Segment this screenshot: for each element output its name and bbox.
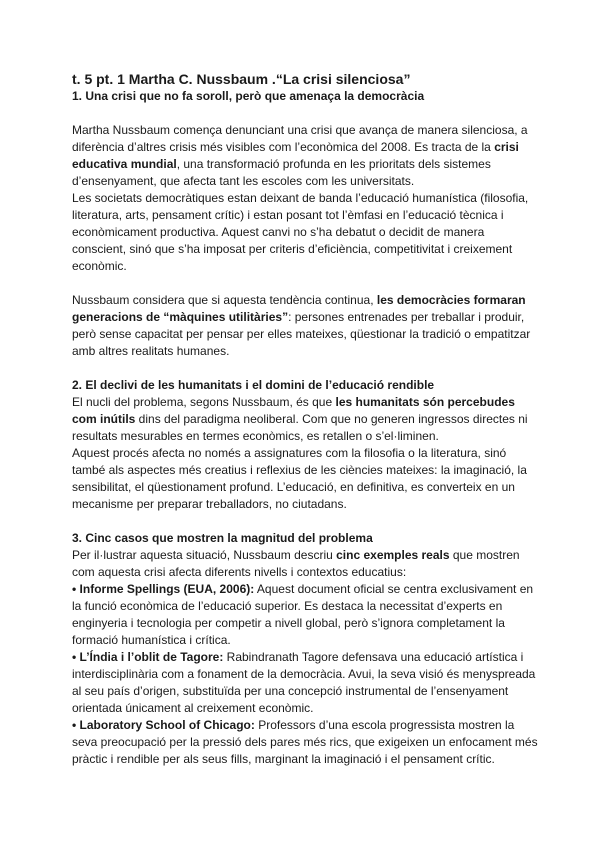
list-item-text: Rabindranath Tagore defensava una educació artística i interdisciplinària com a fonament de la democràcia. Avui, la seva visió és menyspreada al seu país d’origen, substituïda per una concepció instrumental de l’ensenyament orientada únicament al creixement econòmic.: [72, 650, 536, 715]
text-run: dins del paradigma neoliberal. Com que no generen ingressos directes ni resultats mesurables en termes econòmics, es retallen o s’el·liminen.: [72, 412, 528, 443]
section-1-paragraph-2: Les societats democràtiques estan deixant de banda l’educació humanística (filosofia, literatura, arts, pensament crític) i estan posant tot l’èmfasi en l’educació tècnica i econòmicament productiva. Aquest canvi no s’ha debatut o decidit de manera conscient, sinó que s’ha imposat per criteris d’eficiència, competitivitat i creixement econòmic.: [72, 191, 529, 273]
section-2-paragraph-2: Aquest procés afecta no només a assignatures com la filosofia o la literatura, sinó també als aspectes més creatius i reflexius de les ciències mateixes: la imaginació, la sensibilitat, el qüestionament profund. L’educació, en definitiva, es converteix en un mecanisme per preparar treballadors, no ciutadans.: [72, 446, 527, 511]
list-item: [72, 581, 540, 649]
bold-run: cinc exemples reals: [336, 548, 450, 562]
text-run: : persones entrenades per treballar i produir, però sense capacitat per pensar per elles mateixes, qüestionar la tradició o empatitzar amb altres realitats humanes.: [72, 310, 531, 358]
section-2-heading: 2. El declivi de les humanitats i el domini de l’educació rendible: [72, 378, 435, 392]
section-2-paragraph-1: [72, 394, 540, 445]
text-run: El nucli del problema, segons Nussbaum, és que: [72, 395, 336, 409]
text-run: Per il·lustrar aquesta situació, Nussbaum descriu: [72, 548, 337, 562]
document-title: [72, 70, 540, 88]
text-run: , una transformació profunda en les prioritats dels sistemes d’ensenyament, que afecta tant les escoles com les universitats.: [72, 157, 491, 188]
list-item-text: Professors d’una escola progressista mostren la seva preocupació per la pressió dels pares més rics, que exigeixen un enfocament més pràctic i rendible per als seus fills, marginant la imaginació i el pensament crític.: [72, 718, 538, 766]
text-run: que mostren com aquesta crisi afecta diferents nivells i contextos educatius:: [72, 548, 520, 579]
list-item-text: Aquest document oficial se centra exclusivament en la funció econòmica de l’educació superior. Es destaca la necessitat d’experts en enginyeria i tecnologia per competir a nivell global, però s’ignora completament la formació humanística i crítica.: [72, 582, 534, 647]
title-rest: .“La crisi silenciosa”: [268, 71, 411, 87]
bold-run: crisi educativa mundial: [72, 140, 519, 171]
text-run: Nussbaum considera que si aquesta tendència continua,: [72, 293, 377, 307]
section-1-paragraph-1: [72, 122, 540, 190]
list-item: [72, 717, 540, 768]
section-3-intro: [72, 547, 540, 581]
list-item: [72, 649, 540, 717]
bold-run: les humanitats són percebudes com inútils: [72, 395, 515, 426]
text-run: Martha Nussbaum comença denunciant una crisi que avança de manera silenciosa, a diferència d’altres crisis més visibles com l’econòmica del 2008. Es tracta de la: [72, 123, 528, 154]
bold-run: les democràcies formaran generacions de “màquines utilitàries”: [72, 293, 526, 324]
list-item-label: • Informe Spellings (EUA, 2006):: [72, 582, 255, 596]
list-item-label: • Laboratory School of Chicago:: [72, 718, 255, 732]
section-1-paragraph-3: [72, 292, 540, 360]
section-1-heading: 1. Una crisi que no fa soroll, però que amenaça la democràcia: [72, 89, 425, 103]
title-bold: t. 5 pt. 1 Martha C. Nussbaum: [72, 71, 269, 87]
section-3-heading: 3. Cinc casos que mostren la magnitud del problema: [72, 531, 373, 545]
list-item-label: • L’Índia i l’oblit de Tagore:: [72, 650, 224, 664]
